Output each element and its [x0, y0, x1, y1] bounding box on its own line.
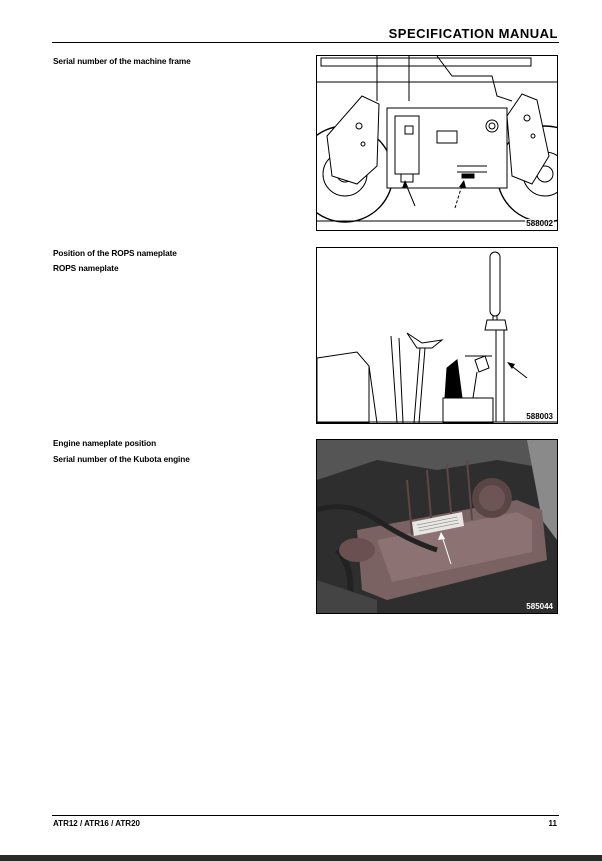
- viewer-bottom-bar: [0, 855, 602, 861]
- footer-model-list: ATR12 / ATR16 / ATR20: [53, 819, 140, 828]
- section-2-label-1: Position of the ROPS nameplate: [53, 248, 177, 258]
- section-2-label-2: ROPS nameplate: [53, 263, 119, 273]
- figure-number: 588003: [526, 412, 553, 421]
- section-3-label-2: Serial number of the Kubota engine: [53, 454, 190, 464]
- figure-number: 585044: [526, 602, 553, 611]
- figure-number: 588002: [526, 219, 553, 228]
- machine-frame-illustration: [317, 56, 557, 230]
- header-divider: [52, 42, 559, 43]
- page-title: SPECIFICATION MANUAL: [388, 26, 558, 41]
- figure-engine-nameplate: [316, 439, 558, 614]
- section-1-label: Serial number of the machine frame: [53, 56, 191, 66]
- figure-rops-nameplate: [316, 247, 558, 424]
- rops-illustration: [317, 248, 557, 423]
- figure-machine-frame: [316, 55, 558, 231]
- engine-photo: [317, 440, 557, 613]
- section-3-label-1: Engine nameplate position: [53, 438, 157, 448]
- footer-divider: [52, 815, 559, 816]
- page-number: 11: [548, 819, 557, 828]
